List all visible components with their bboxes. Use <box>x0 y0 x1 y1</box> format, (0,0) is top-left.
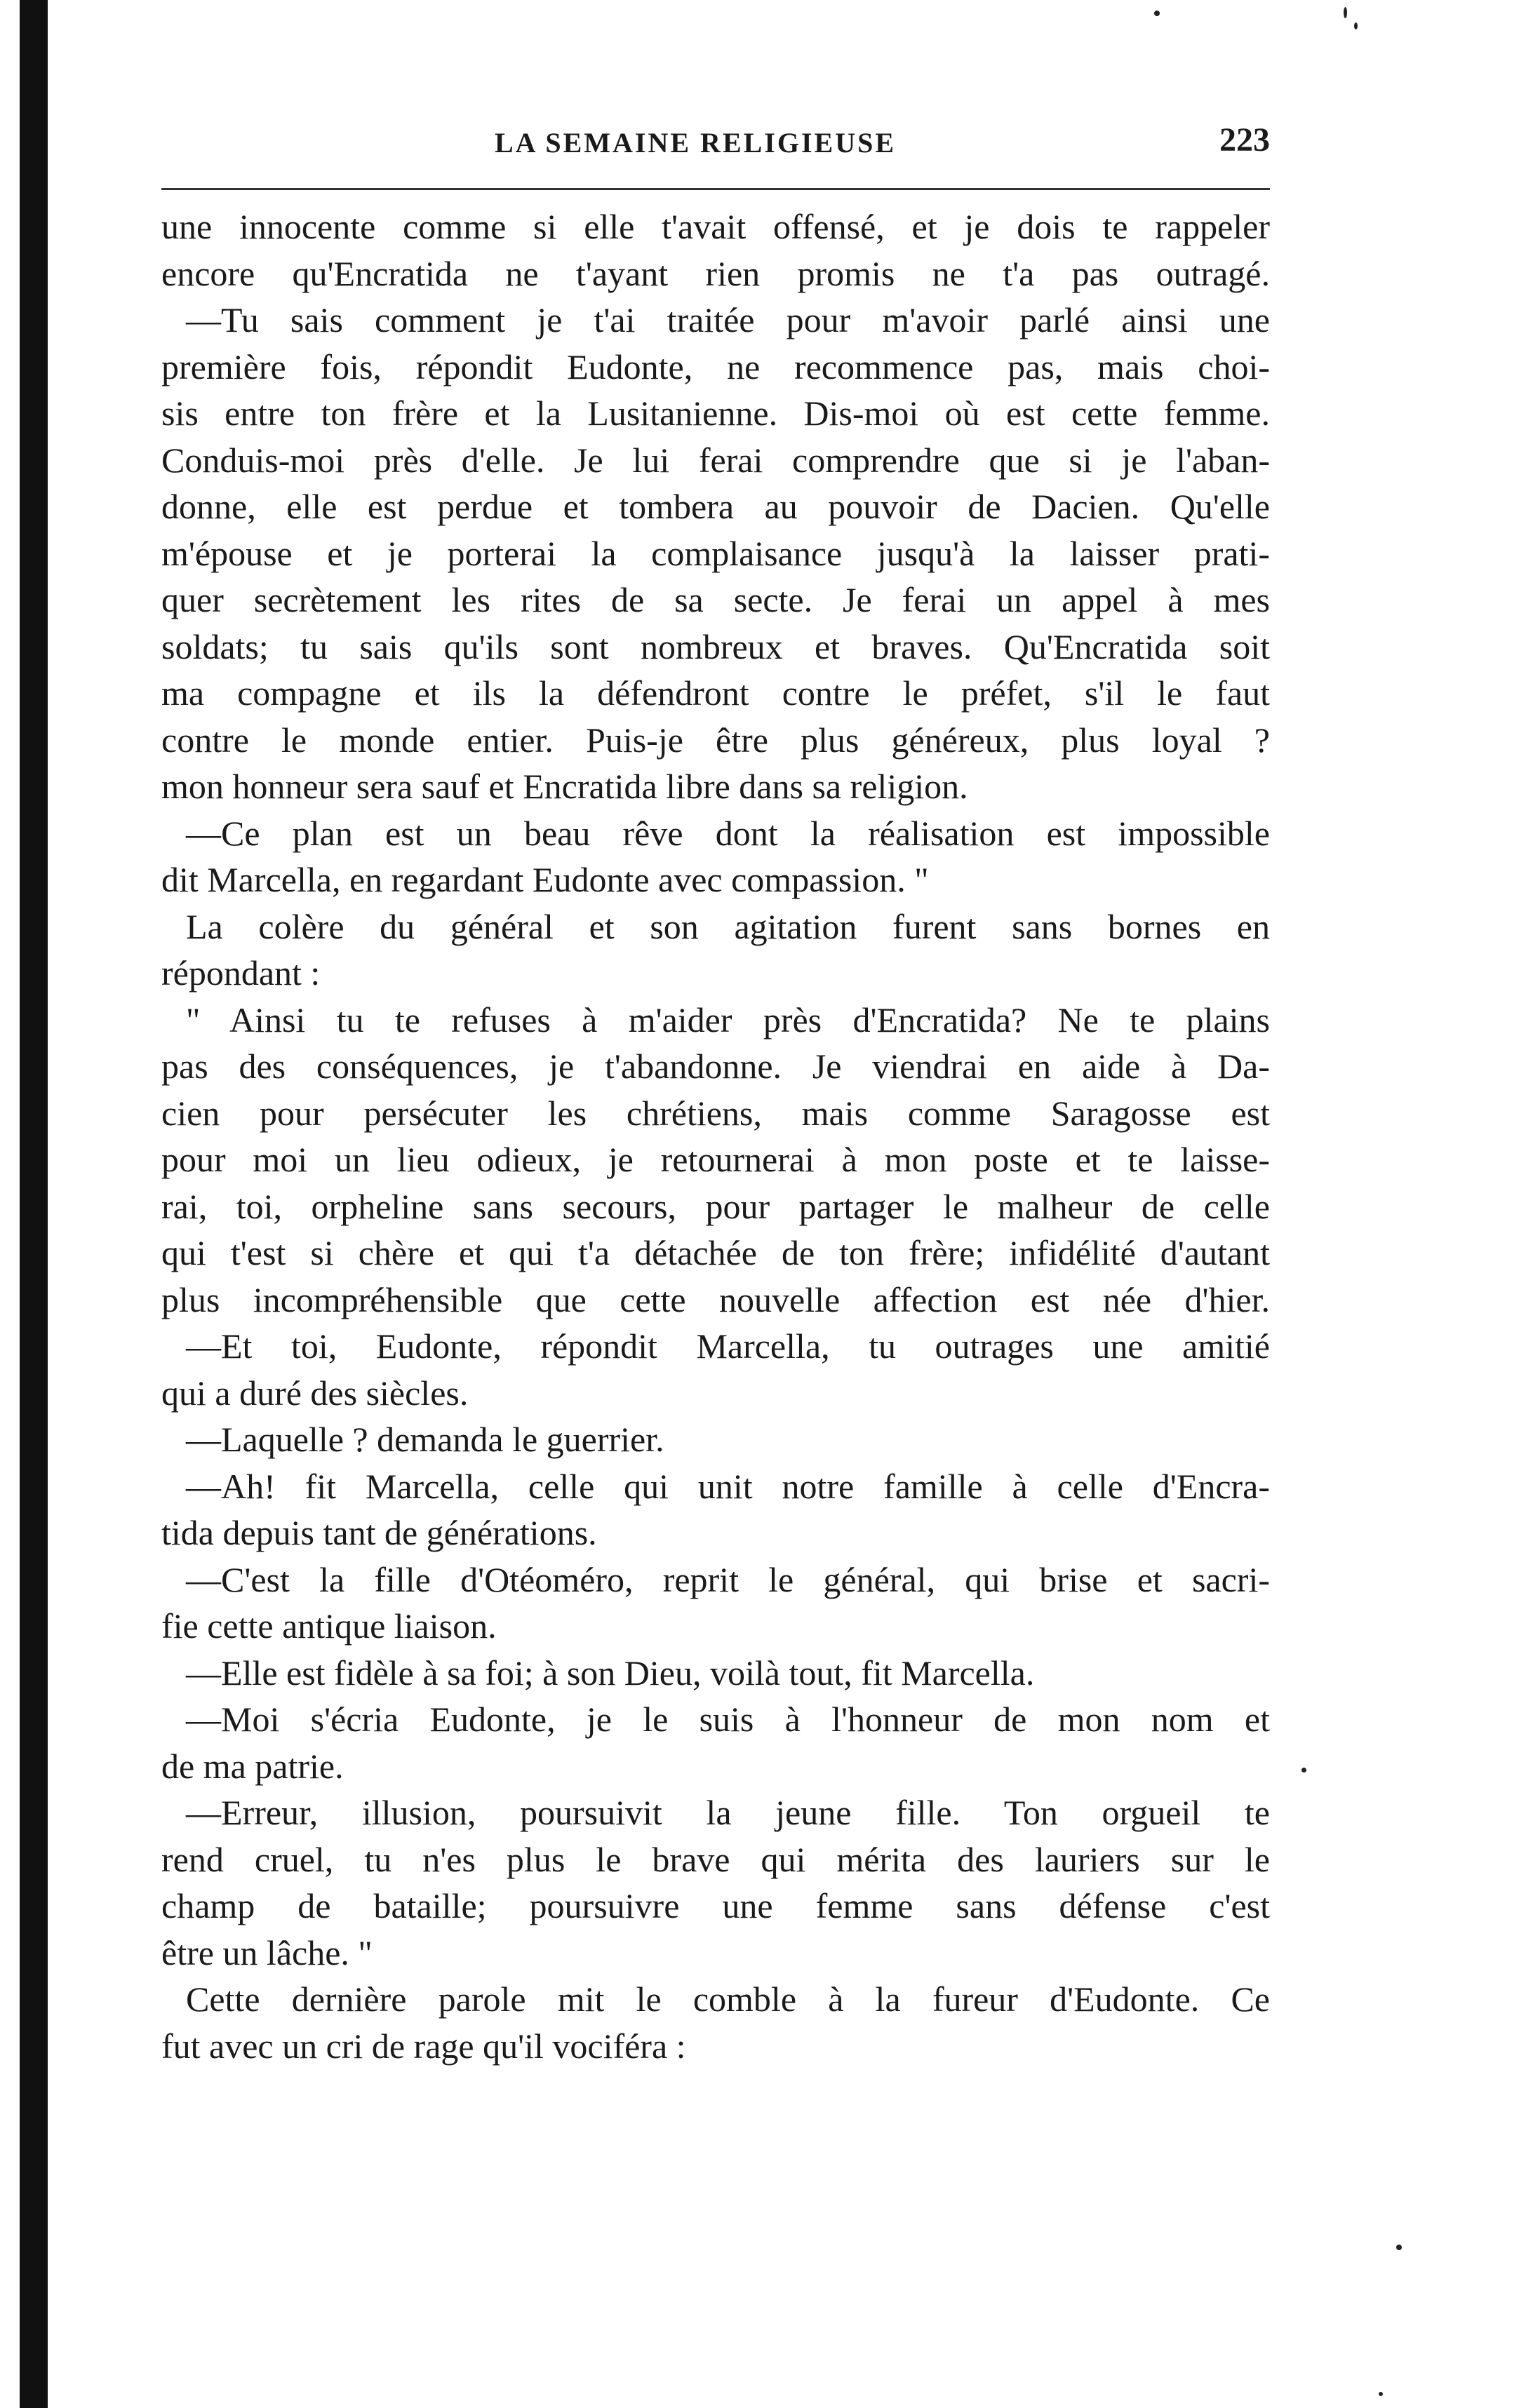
text-line: champ de bataille; poursuivre une femme sans défense c'est <box>161 1886 1270 1925</box>
text-line: —Laquelle ? demanda le guerrier. <box>186 1420 664 1459</box>
text-line: rai, toi, orpheline sans secours, pour partager le malheur de celle <box>161 1186 1270 1226</box>
print-speck <box>1396 2245 1402 2250</box>
text-line: ma compagne et ils la défendront contre le préfet, s'il le faut <box>161 673 1270 713</box>
text-line: encore qu'Encratida ne t'ayant rien promis ne t'a pas outragé. <box>161 253 1270 293</box>
text-line: pour moi un lieu odieux, je retournerai à mon poste et te laisse- <box>161 1140 1270 1179</box>
text-line: pas des conséquences, je t'abandonne. Je viendrai en aide à Da- <box>161 1047 1270 1086</box>
text-line: —Moi s'écria Eudonte, je le suis à l'honneur de mon nom et <box>186 1700 1270 1739</box>
text-line: sis entre ton frère et la Lusitanienne. Dis-moi où est cette femme. <box>161 394 1270 433</box>
text-line: première fois, répondit Eudonte, ne recommence pas, mais choi- <box>161 347 1270 386</box>
text-line: " Ainsi tu te refuses à m'aider près d'Encratida? Ne te plains <box>186 1000 1270 1040</box>
text-line: plus incompréhensible que cette nouvelle affection est née d'hier. <box>161 1279 1270 1319</box>
text-line: m'épouse et je porterai la complaisance jusqu'à la laisser prati- <box>161 533 1270 573</box>
page-number: 223 <box>1219 121 1270 159</box>
text-line: —C'est la fille d'Otéoméro, reprit le général, qui brise et sacri- <box>186 1559 1270 1599</box>
text-line: qui t'est si chère et qui t'a détachée de ton frère; infidélité d'autant <box>161 1233 1270 1272</box>
print-speck <box>1301 1768 1306 1773</box>
text-line: répondant : <box>161 953 321 993</box>
text-line: mon honneur sera sauf et Encratida libre dans sa religion. <box>161 767 968 806</box>
text-line: —Erreur, illusion, poursuivit la jeune fille. Ton orgueil te <box>186 1793 1270 1832</box>
text-line: Conduis-moi près d'elle. Je lui ferai comprendre que si je l'aban- <box>161 440 1270 480</box>
text-line: —Ah! fit Marcella, celle qui unit notre famille à celle d'Encra- <box>186 1466 1270 1506</box>
text-line: une innocente comme si elle t'avait offensé, et je dois te rappeler <box>161 207 1270 246</box>
text-line: —Elle est fidèle à sa foi; à son Dieu, voilà tout, fit Marcella. <box>186 1653 1035 1693</box>
text-line: La colère du général et son agitation furent sans bornes en <box>186 906 1270 946</box>
text-line: —Tu sais comment je t'ai traitée pour m'avoir parlé ainsi une <box>186 300 1270 339</box>
page-header <box>165 105 1270 182</box>
text-line: cien pour persécuter les chrétiens, mais comme Saragosse est <box>161 1093 1270 1133</box>
print-speck <box>1354 22 1358 29</box>
print-speck <box>1344 7 1347 18</box>
text-line: quer secrètement les rites de sa secte. Je ferai un appel à mes <box>161 580 1270 619</box>
page-body <box>161 203 1270 2069</box>
text-line: fut avec un cri de rage qu'il vociféra : <box>161 2026 686 2066</box>
text-line: soldats; tu sais qu'ils sont nombreux et braves. Qu'Encratida soit <box>161 626 1270 666</box>
text-line: fie cette antique liaison. <box>161 1606 497 1646</box>
header-rule <box>161 188 1270 190</box>
text-line: —Et toi, Eudonte, répondit Marcella, tu outrages une amitié <box>186 1326 1270 1366</box>
binding-edge <box>20 0 48 2408</box>
text-line: être un lâche. " <box>161 1932 373 1972</box>
text-line: qui a duré des siècles. <box>161 1373 469 1413</box>
print-speck <box>1379 2392 1383 2396</box>
text-line: rend cruel, tu n'es plus le brave qui mérita des lauriers sur le <box>161 1839 1270 1879</box>
text-line: de ma patrie. <box>161 1746 344 1786</box>
text-line: —Ce plan est un beau rêve dont la réalisation est impossible <box>186 813 1270 853</box>
text-line: Cette dernière parole mit le comble à la fureur d'Eudonte. Ce <box>186 1979 1270 2019</box>
text-line: tida depuis tant de générations. <box>161 1513 597 1552</box>
text-line: contre le monde entier. Puis-je être plus généreux, plus loyal ? <box>161 720 1270 760</box>
print-speck <box>1154 11 1160 16</box>
text-line: dit Marcella, en regardant Eudonte avec compassion. " <box>161 860 929 899</box>
text-line: donne, elle est perdue et tombera au pouvoir de Dacien. Qu'elle <box>161 487 1270 526</box>
running-title: LA SEMAINE RELIGIEUSE <box>495 127 897 159</box>
